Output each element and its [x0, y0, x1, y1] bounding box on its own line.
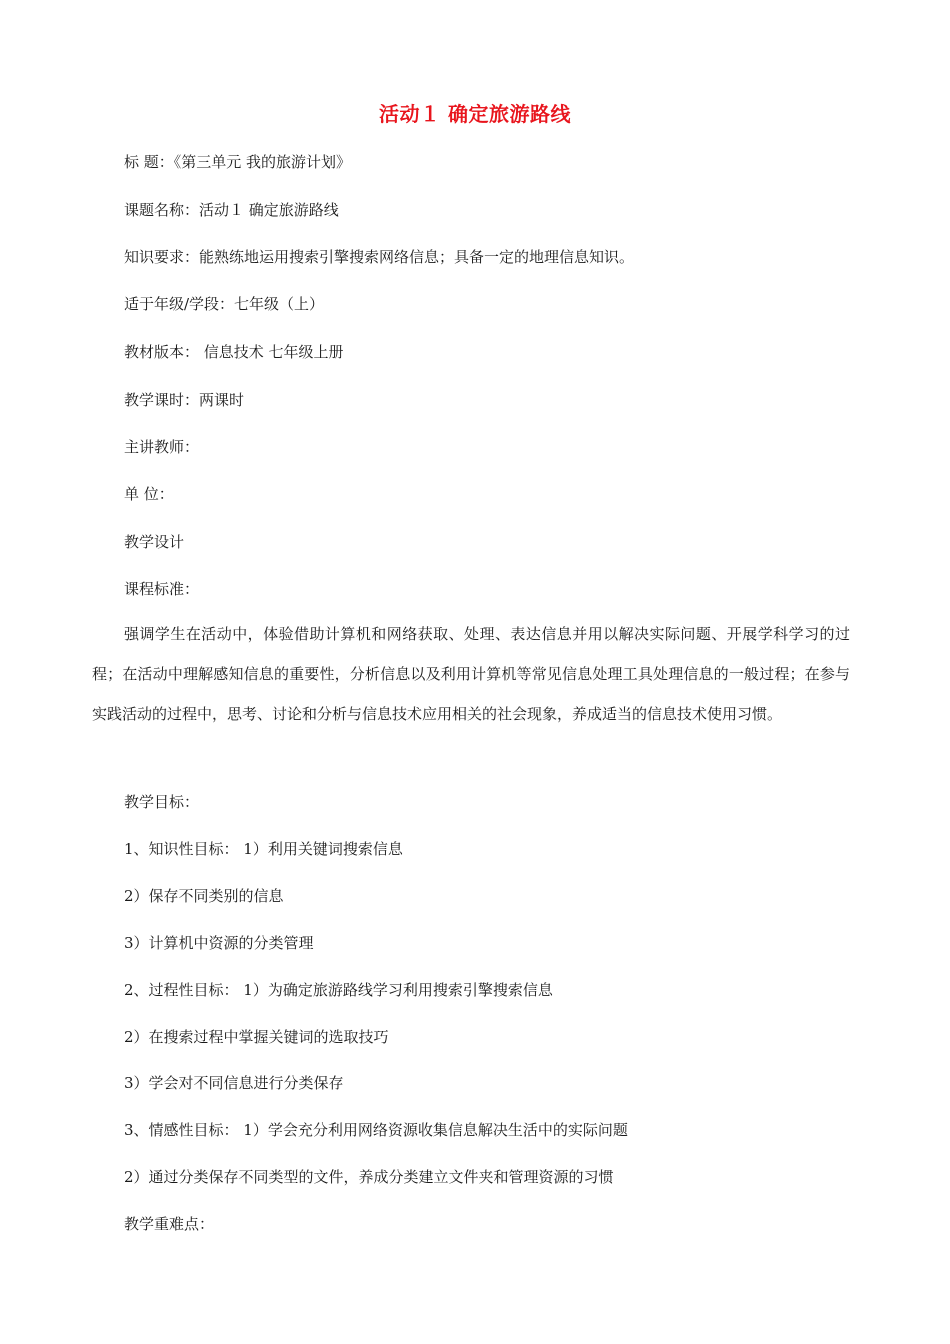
- section-teaching-goals: 教学目标：: [124, 793, 200, 811]
- goal-line: 2）在搜索过程中掌握关键词的选取技巧: [124, 1028, 389, 1046]
- info-unit: 单 位：: [124, 485, 174, 503]
- goal-line: 1、知识性目标： 1）利用关键词搜索信息: [124, 840, 403, 858]
- info-title-line: 标 题：《第三单元 我的旅游计划》: [124, 153, 352, 171]
- section-teaching-design: 教学设计: [124, 533, 185, 551]
- curriculum-standard-paragraph: 强调学生在活动中，体验借助计算机和网络获取、处理、表达信息并用以解决实际问题、开展学科学习的过程；在活动中理解感知信息的重要性，分析信息以及利用计算机等常见信息处理工具处理信息的一般过程；在参与实践活动的过程中，思考、讨论和分析与信息技术应用相关的社会现象，养成适当的信息技术使用习惯。: [92, 625, 850, 723]
- goal-line: 2）保存不同类别的信息: [124, 887, 284, 905]
- info-course-name: 课题名称：活动１ 确定旅游路线: [124, 201, 339, 219]
- info-textbook-edition: 教材版本： 信息技术 七年级上册: [124, 343, 344, 361]
- goal-line: 3）学会对不同信息进行分类保存: [124, 1074, 344, 1092]
- goal-line: 2）通过分类保存不同类型的文件，养成分类建立文件夹和管理资源的习惯: [124, 1168, 614, 1186]
- info-grade: 适于年级/学段：七年级（上）: [124, 295, 325, 313]
- info-teacher: 主讲教师：: [124, 438, 200, 456]
- goal-line: 2、过程性目标： 1）为确定旅游路线学习利用搜索引擎搜索信息: [124, 981, 553, 999]
- section-key-difficulties: 教学重难点：: [124, 1215, 215, 1233]
- goal-line: 3、情感性目标： 1）学会充分利用网络资源收集信息解决生活中的实际问题: [124, 1121, 628, 1139]
- document-title: 活动１ 确定旅游路线: [379, 102, 571, 126]
- info-knowledge-requirement: 知识要求：能熟练地运用搜索引擎搜索网络信息；具备一定的地理信息知识。: [124, 248, 635, 266]
- section-curriculum-standard: 课程标准：: [124, 580, 200, 598]
- info-class-hours: 教学课时：两课时: [124, 391, 245, 409]
- goal-line: 3）计算机中资源的分类管理: [124, 934, 314, 952]
